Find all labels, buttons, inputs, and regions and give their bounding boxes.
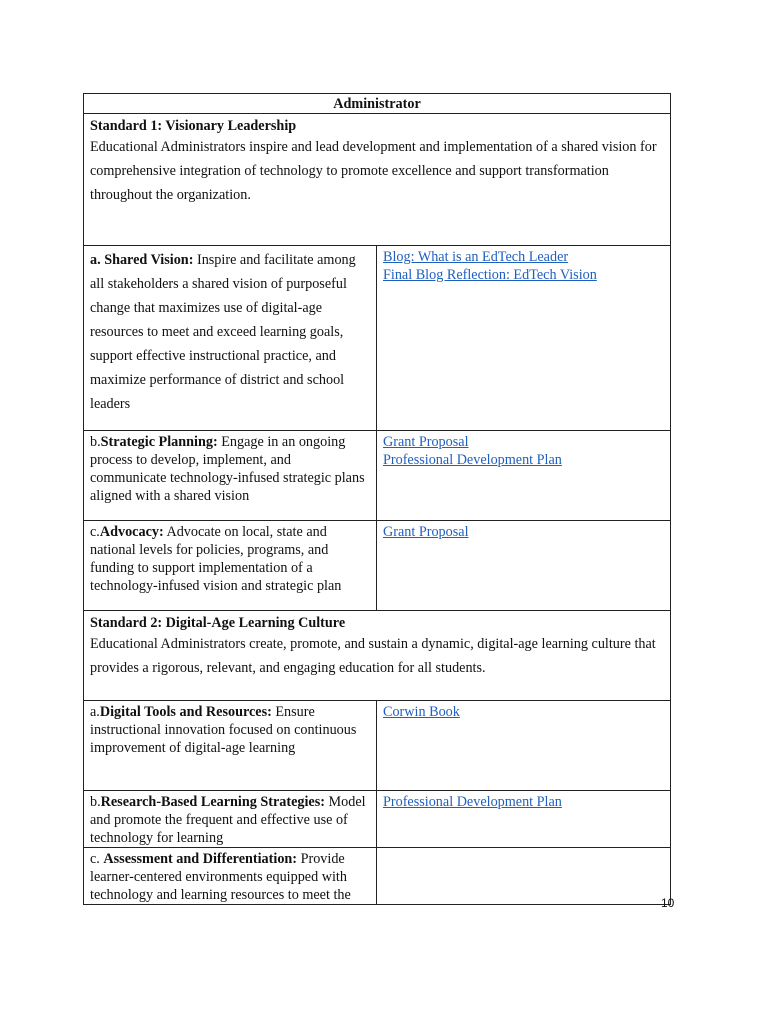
standard-2-title: Standard 2: Digital-Age Learning Culture [90, 615, 346, 631]
link-grant-proposal[interactable]: Grant Proposal [383, 434, 469, 450]
table-title: Administrator [84, 94, 671, 114]
standard-2a-cell [84, 701, 377, 791]
link-professional-development-plan[interactable]: Professional Development Plan [383, 794, 562, 810]
standard-1-description: Educational Administrators inspire and lead development and implementation of a shared vision for comprehensive integration of technology to promote excellence and support transformation throughout the organization. [90, 139, 657, 203]
standard-2c-text: Provide learner-centered environments equipped with technology and learning resources to meet the [90, 851, 351, 903]
link-blog-edtech-leader[interactable]: Blog: What is an EdTech Leader [383, 249, 569, 265]
standard-1c-term: Advocacy: [99, 524, 164, 540]
standard-2c-links [377, 848, 671, 905]
standards-table [83, 93, 671, 905]
standard-2b-links [377, 791, 671, 848]
standard-2b-term: Research-Based Learning Strategies: [100, 794, 325, 810]
standard-1b-text: Engage in an ongoing process to develop, implement, and communicate technology-infused strategic plans aligned with a shared vision [90, 434, 365, 504]
page-number: 10 [661, 896, 675, 910]
link-professional-development-plan[interactable]: Professional Development Plan [383, 452, 562, 468]
standard-1c-links [377, 521, 671, 611]
standard-1-title: Standard 1: Visionary Leadership [90, 118, 297, 134]
link-final-blog-reflection[interactable]: Final Blog Reflection: EdTech Vision [383, 267, 597, 283]
standard-1a-text: Inspire and facilitate among all stakeholders a shared vision of purposeful change that maximizes use of digital-age resources to meet and exceed learning goals, support effective instructional practice, and maximize performance of district and school leaders [90, 252, 356, 412]
link-corwin-book[interactable]: Corwin Book [383, 704, 460, 720]
standard-1a-links [377, 246, 671, 431]
standard-2a-prefix: a. [90, 704, 100, 720]
standard-1b-term: Strategic Planning: [100, 434, 218, 450]
standard-2c-term: Assessment and Differentiation: [103, 851, 298, 867]
standard-2b-cell [84, 791, 377, 848]
standard-2c-cell [84, 848, 377, 905]
standard-1c-text: Advocate on local, state and national levels for policies, programs, and funding to support implementation of a technology-infused vision and strategic plan [90, 524, 342, 594]
standard-2a-term: Digital Tools and Resources: [99, 704, 272, 720]
standard-2-header [84, 611, 671, 701]
standard-2-description: Educational Administrators create, promote, and sustain a dynamic, digital-age learning culture that provides a rigorous, relevant, and engaging education for all students. [90, 636, 656, 676]
standard-1-header [84, 114, 671, 246]
standard-1b-cell [84, 431, 377, 521]
standard-1c-prefix: c. [90, 524, 100, 540]
standard-2a-text: Ensure instructional innovation focused on continuous improvement of digital-age learning [90, 704, 357, 756]
standard-1b-links [377, 431, 671, 521]
standard-2b-prefix: b. [90, 794, 101, 810]
standard-1c-cell [84, 521, 377, 611]
standard-1b-prefix: b. [90, 434, 101, 450]
standard-2b-text: Model and promote the frequent and effective use of technology for learning [90, 794, 366, 846]
standard-1a-cell [84, 246, 377, 431]
link-grant-proposal[interactable]: Grant Proposal [383, 524, 469, 540]
standard-2c-prefix: c. [90, 851, 104, 867]
standard-2a-links [377, 701, 671, 791]
standard-1a-term: a. Shared Vision: [90, 252, 194, 268]
